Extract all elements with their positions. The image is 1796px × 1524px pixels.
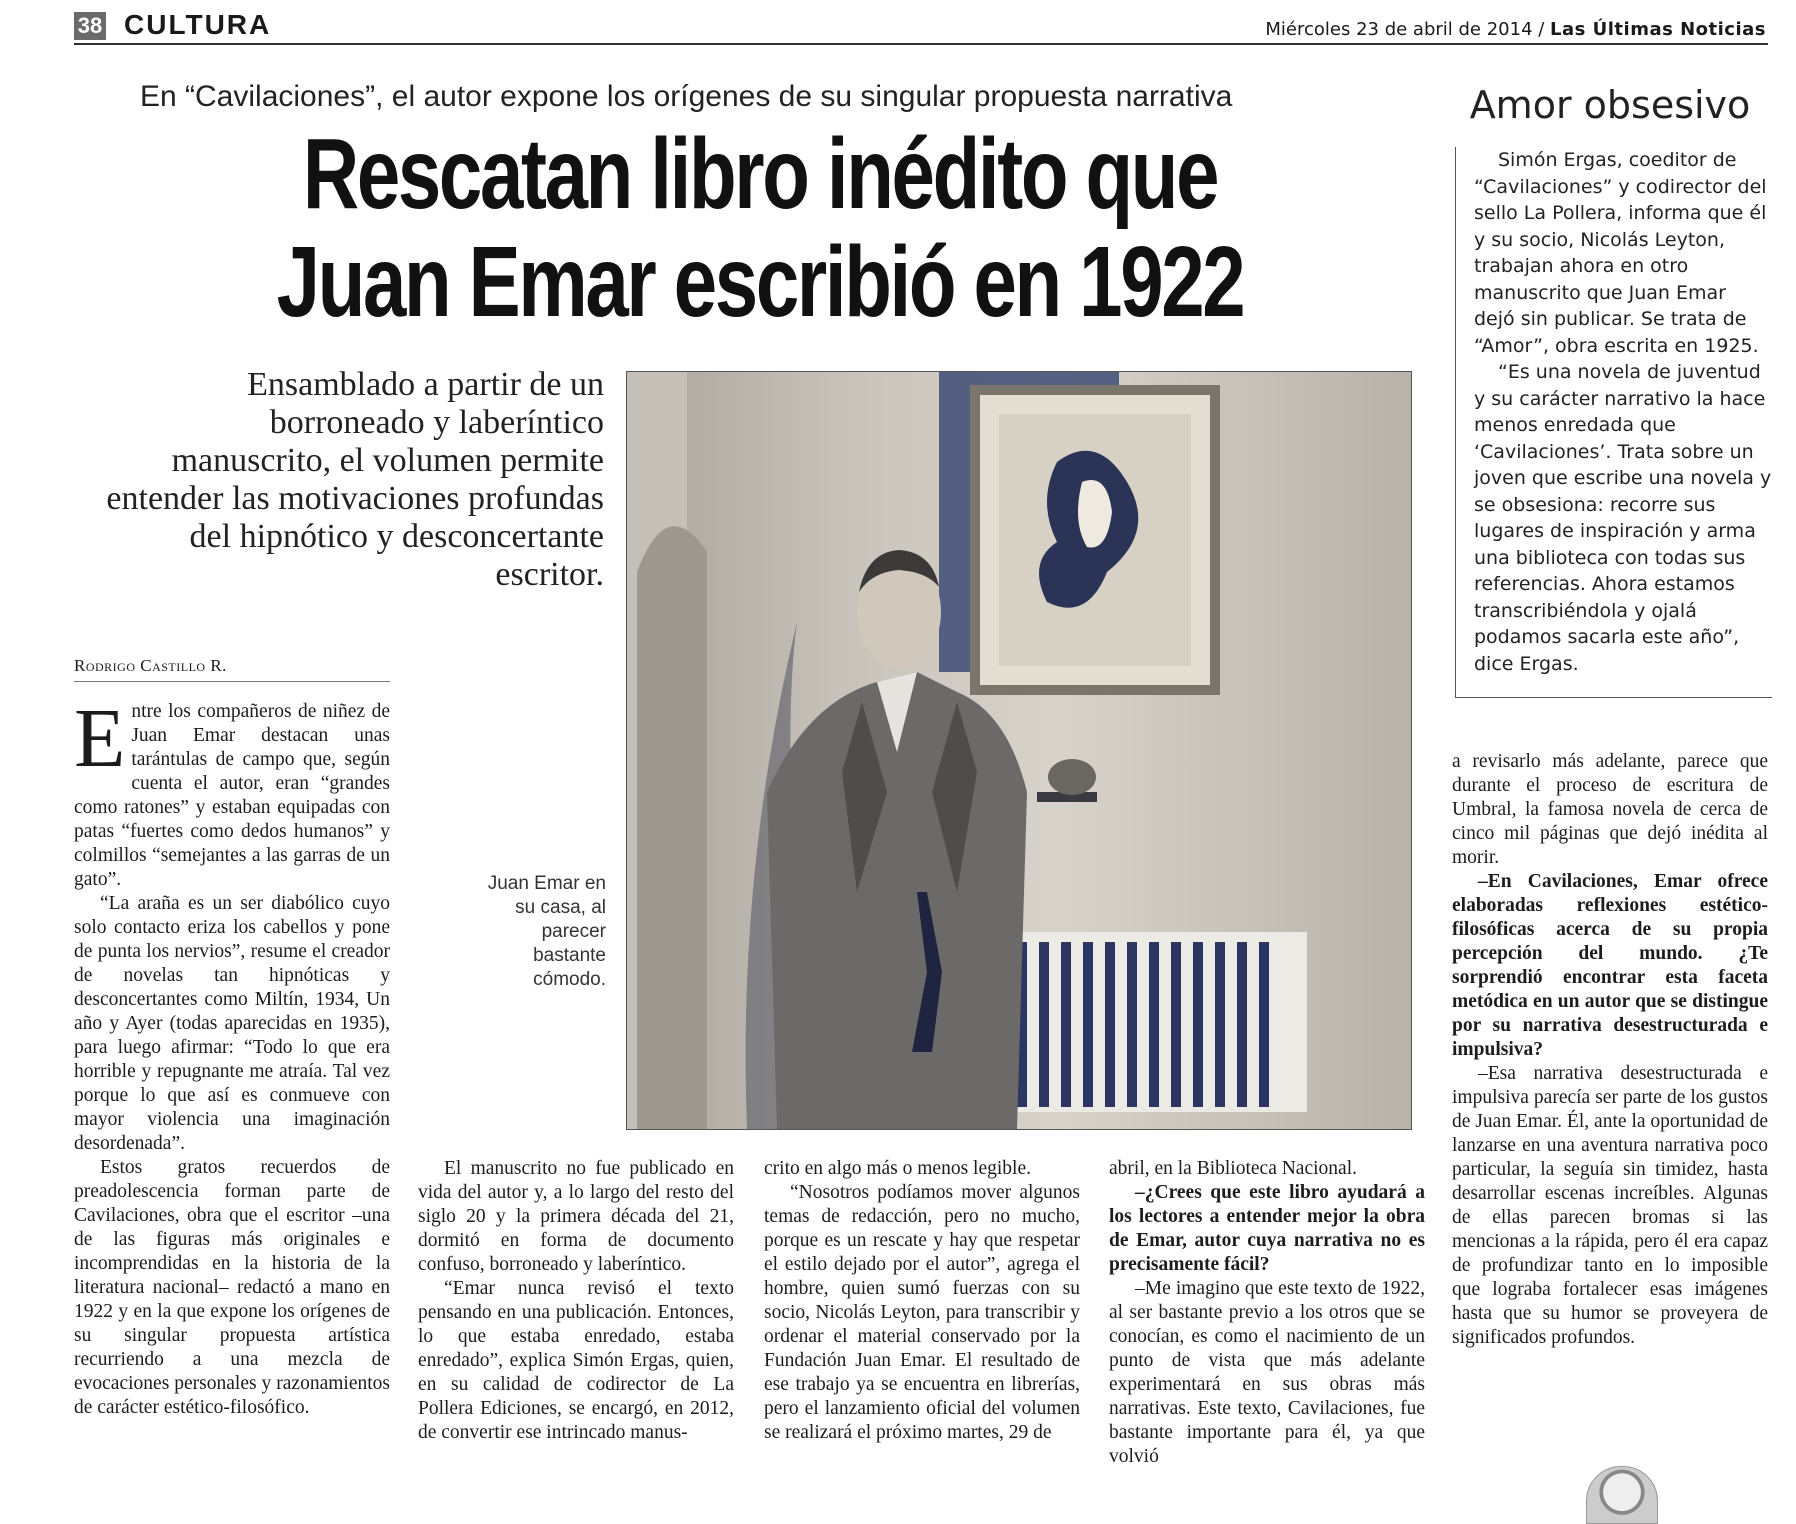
paragraph: crito en algo más o menos legible. — [764, 1158, 1031, 1179]
section-title: CULTURA — [124, 9, 272, 40]
paragraph-text: ntre los compañeros de niñez de Juan Emar destacan unas tarántulas de campo que, según cuenta el autor, eran “grandes como ratones” y estaban equipadas con patas “fuertes como dedos humanos” y colmillos “semejantes a las garras de un gato”. — [74, 701, 390, 890]
page-number: 38 — [74, 12, 106, 40]
interview-question: –¿Crees que este libro ayudará a los lectores a entender mejor la obra de Emar, autor cuya narrativa no es precisamente fácil? — [1109, 1182, 1425, 1275]
newspaper-name: Las Últimas Noticias — [1550, 19, 1766, 40]
masthead-separator: / — [1532, 19, 1551, 40]
headline-line-2: Juan Emar escribió en 1922 — [276, 226, 1244, 338]
issue-date: Miércoles 23 de abril de 2014 — [1265, 19, 1533, 40]
paragraph: –Esa narrativa desestructurada e impulsiva parecía ser parte de los gustos de Juan Emar. Él, ante la oportunidad de lanzarse en una aventura narrativa poco particular, la seguía sin timidez, hasta desarrollar escenas increíbles. Algunas de ellas parecen bromas si las mencionas a la rápida, pero él era capaz de profundizar tanto en lo imposible que lograba fortalecer esas imágenes hasta que su humor se proveyera de significados profundos. — [1452, 1063, 1768, 1348]
paragraph: abril, en la Biblioteca Nacional. — [1109, 1158, 1357, 1179]
drop-cap: E — [74, 692, 126, 785]
kicker: En “Cavilaciones”, el autor expone los orígenes de su singular propuesta narrativa — [140, 80, 1233, 113]
paragraph: Estos gratos recuerdos de preadolescencia forman parte de Cavilaciones, obra que el escritor –una de las figuras más originales e incomprendidas en la historia de la literatura nacional– redactó a mano en 1922 y en la que expone los orígenes de su singular propuesta artística recurriendo a una mezcla de evocaciones personales y razonamientos de carácter estético-filosófico. — [74, 1157, 390, 1418]
sidebar-title: Amor obsesivo — [1469, 83, 1751, 127]
sidebar-box — [1455, 147, 1772, 698]
byline: Rodrigo Castillo R. — [74, 656, 390, 682]
lede: Ensamblado a partir de un borroneado y laberíntico manuscrito, el volumen permite entender las motivaciones profundas del hipnótico y desconcertante escritor. — [106, 366, 604, 593]
paragraph: “La araña es un ser diabólico cuyo solo contacto eriza los cabellos y pone de punta los nervios”, resume el creador de novelas tan hipnóticas y desconcertantes como Miltín, 1934, Un año y Ayer (todas aparecidas en 1935), para luego afirmar: “Todo lo que era horrible y repugnante me atraía. Tal vez porque lo que así es conmueve con mayor violencia una imaginación desordenada”. — [74, 893, 390, 1154]
headline — [261, 120, 1259, 336]
article-column-5 — [1452, 750, 1768, 1350]
columnist-photo — [1586, 1466, 1658, 1524]
paragraph: El manuscrito no fue publicado en vida del autor y, a lo largo del resto del siglo 20 y la primera década del 21, dormitó en forma de documento confuso, borroneado y laberíntico. — [418, 1158, 734, 1275]
paragraph: a revisarlo más adelante, parece que durante el proceso de escritura de Umbral, la famosa novela de cerca de cinco mil páginas que dejó inédita al morir. — [1452, 751, 1768, 868]
article-column-2 — [418, 1157, 734, 1445]
masthead — [1265, 18, 1766, 42]
sidebar-paragraph: “Es una novela de juventud y su carácter narrativo la hace menos enredada que ‘Cavilaciones’. Trata sobre un joven que escribe una novela y se obsesiona: recorre sus lugares de inspiración y arma una biblioteca con todas sus referencias. Ahora estamos transcribiéndola y ojalá podamos sacarla este año”, dice Ergas. — [1474, 361, 1772, 675]
photo-caption: Juan Emar en su casa, al parecer bastante cómodo. — [487, 873, 606, 990]
article-column-3 — [764, 1157, 1080, 1445]
paragraph — [74, 692, 390, 892]
paragraph: “Nosotros podíamos mover algunos temas de redacción, pero no mucho, porque es un rescate y hay que respetar el estilo dejado por el autor”, agrega el hombre, quien sumó fuerzas con su socio, Nicolás Leyton, para transcribir y ordenar el material conservado por la Fundación Juan Emar. El resultado de ese trabajo ya se encuentra en librerías, pero el lanzamiento oficial del volumen se realizará el próximo martes, 29 de — [764, 1182, 1080, 1443]
sidebar-paragraph: Simón Ergas, coeditor de “Cavilaciones” y codirector del sello La Pollera, informa que él y su socio, Nicolás Leyton, trabajan ahora en otro manuscrito que Juan Emar dejó sin publicar. Se trata de “Amor”, obra escrita en 1925. — [1474, 149, 1767, 357]
article-photo — [626, 371, 1412, 1130]
article-column-1 — [74, 692, 390, 1420]
interview-question: –En Cavilaciones, Emar ofrece elaboradas reflexiones estético-filosóficas acerca de su propia percepción del mundo. ¿Te sorprendió encontrar esta faceta metódica en un autor que se distingue por su narrativa desestructurada e impulsiva? — [1452, 871, 1768, 1060]
headline-line-1: Rescatan libro inédito que — [302, 118, 1218, 230]
paragraph: “Emar nunca revisó el texto pensando en una publicación. Entonces, lo que estaba enredado, estaba enredado”, explica Simón Ergas, quien, en su calidad de codirector de La Pollera Ediciones, se encargó, en 2012, de convertir ese intrincado manus- — [418, 1278, 734, 1443]
paragraph: –Me imagino que este texto de 1922, al ser bastante previo a los otros que se conocían, es como el nacimiento de un punto de vista que más adelante experimentará en sus obras más narrativas. Este texto, Cavilaciones, fue bastante importante para él, ya que volvió — [1109, 1278, 1425, 1467]
article-column-4 — [1109, 1157, 1425, 1469]
photo-illustration — [627, 372, 1411, 1129]
header-rule — [74, 43, 1768, 45]
